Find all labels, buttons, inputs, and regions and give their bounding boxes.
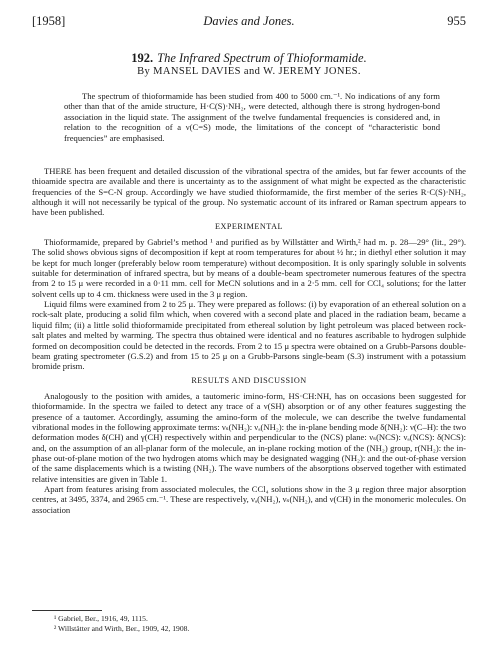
- article-title-text: The Infrared Spectrum of Thioformamide.: [157, 51, 367, 65]
- header-year: [1958]: [32, 14, 66, 28]
- footnote-1: ¹ Gabriel, Ber., 1916, 49, 1115.: [54, 614, 148, 623]
- intro-paragraph: THERE has been frequent and detailed discussion of the vibrational spectra of the amides, but far fewer accounts of the thioamide spectra are available and there is uncertainty as to the assignment of what might be expected as the characteristic frequencies of the S=C-N group. Accordingly we have studied thioformamide, the first member of the series R·C(S)·NH₂, although it will not necessarily be typical of the group. No systematic account of its infrared or Raman spectrum appears to have been published.: [32, 166, 466, 218]
- footnote-2: ² Willstätter and Wirth, Ber., 1909, 42, 1908.: [54, 623, 190, 633]
- footnotes: [32, 614, 466, 633]
- experimental-paragraph-2: Liquid films were examined from 2 to 25 μ. They were prepared as follows: (i) by evaporation of an ethereal solution on a rock-salt plate, producing a solid film which, when covered with a second plate and placed in the radiation beam, became a liquid film; (ii) a little solid thioformamide precipitated from ethereal solution by light petroleum was placed between rock-salt plates and melted by warming. The spectra thus obtained were identical and no features ascribable to hydrogen sulphide formed on decomposition could be detected in the records. From 2 to 15 μ spectra were obtained on a Grubb-Parsons double-beam grating spectrometer (G.S.2) and from 15 to 25 μ on a Grubb-Parsons single-beam (S.3) instrument with a potassium bromide prism.: [32, 299, 466, 372]
- abstract-text: The spectrum of thioformamide has been studied from 400 to 5000 cm.⁻¹. No indications of any form other than that of the amide structure, H·C(S)·NH₂, were detected, although there is strong hydrogen-bond association in the liquid state. The assignment of the twelve fundamental frequencies is considered and, in relation to the recognition of a ν(C=S) mode, the limitations of the concept of “characteristic bond frequencies” are emphasised.: [64, 91, 440, 143]
- header-authors: Davies and Jones.: [203, 14, 295, 28]
- experimental-paragraph-1: Thioformamide, prepared by Gabriel’s method ¹ and purified as by Willstätter and Wirth,² had m. p. 28—29° (lit., 29°). The solid shows obvious signs of decomposition if kept at room temperatures for about ½ hr.; in diethyl ether solution it may be kept for much longer (preferably below room temperature) without decomposition. It is only sparingly soluble in solvents suitable for determination of infrared spectra, but by means of a double-beam spectrometer numerous features of the spectra from 2 to 15 μ were recorded in a 0·11 mm. cell for MeCN solutions and in a 2·5 mm. cell for CCl₄ solutions; for the latter solvent cells up to 4 cm. thickness were used in the 3 μ region.: [32, 237, 466, 299]
- article-body: [32, 166, 466, 515]
- results-paragraph-2: Apart from features arising from associated molecules, the CCl₄ solutions show in the 3 μ region three major absorption centres, at 3495, 3374, and 2965 cm.⁻¹. These are respectively, νₐ(NH₂), νₛ(NH₂), and ν(CH) in the monomeric molecules. On association: [32, 483, 466, 515]
- footnote-rule: [32, 610, 102, 611]
- header-page-number: 955: [447, 14, 466, 28]
- article-number: 192.: [131, 51, 154, 65]
- abstract: [64, 91, 440, 143]
- experimental-heading: EXPERIMENTAL: [214, 221, 284, 231]
- results-paragraph-1: Analogously to the position with amides, a tautomeric imino-form, HS·CH:NH, has on occasions been suggested for thioformamide. In the spectra we failed to detect any trace of a ν(SH) absorption or of any other features suggesting the presence of a tautomer. Accordingly, assuming the amino-form of the molecule, we can describe the twelve fundamental vibrational modes in the following approximate terms: νₛ(NH₂): νₐ(NH₂): the in-plane bending mode δ(NH₂): ν(C–H): the two deformation modes δ(CH) and γ(CH) respectively within and perpendicular to the (NCS) plane: νₛ(NCS): νₐ(NCS): δ(NCS): and, on the assumption of an all-planar form of the molecule, an in-plane rocking motion of the (NH₂) group, r(NH₂): the in-phase out-of-plane motion of the two hydrogen atoms which may be designated wagging (NH₂): and the out-of-phase version of the same displacements which is a twisting (NH₂). The wave numbers of the absorptions observed together with estimated relative intensities are given in Table 1.: [32, 390, 466, 484]
- article-title: [32, 51, 466, 66]
- article-authors: By MANSEL DAVIES and W. JEREMY JONES.: [137, 66, 361, 77]
- results-heading: RESULTS AND DISCUSSION: [191, 375, 307, 385]
- running-header: [32, 14, 466, 30]
